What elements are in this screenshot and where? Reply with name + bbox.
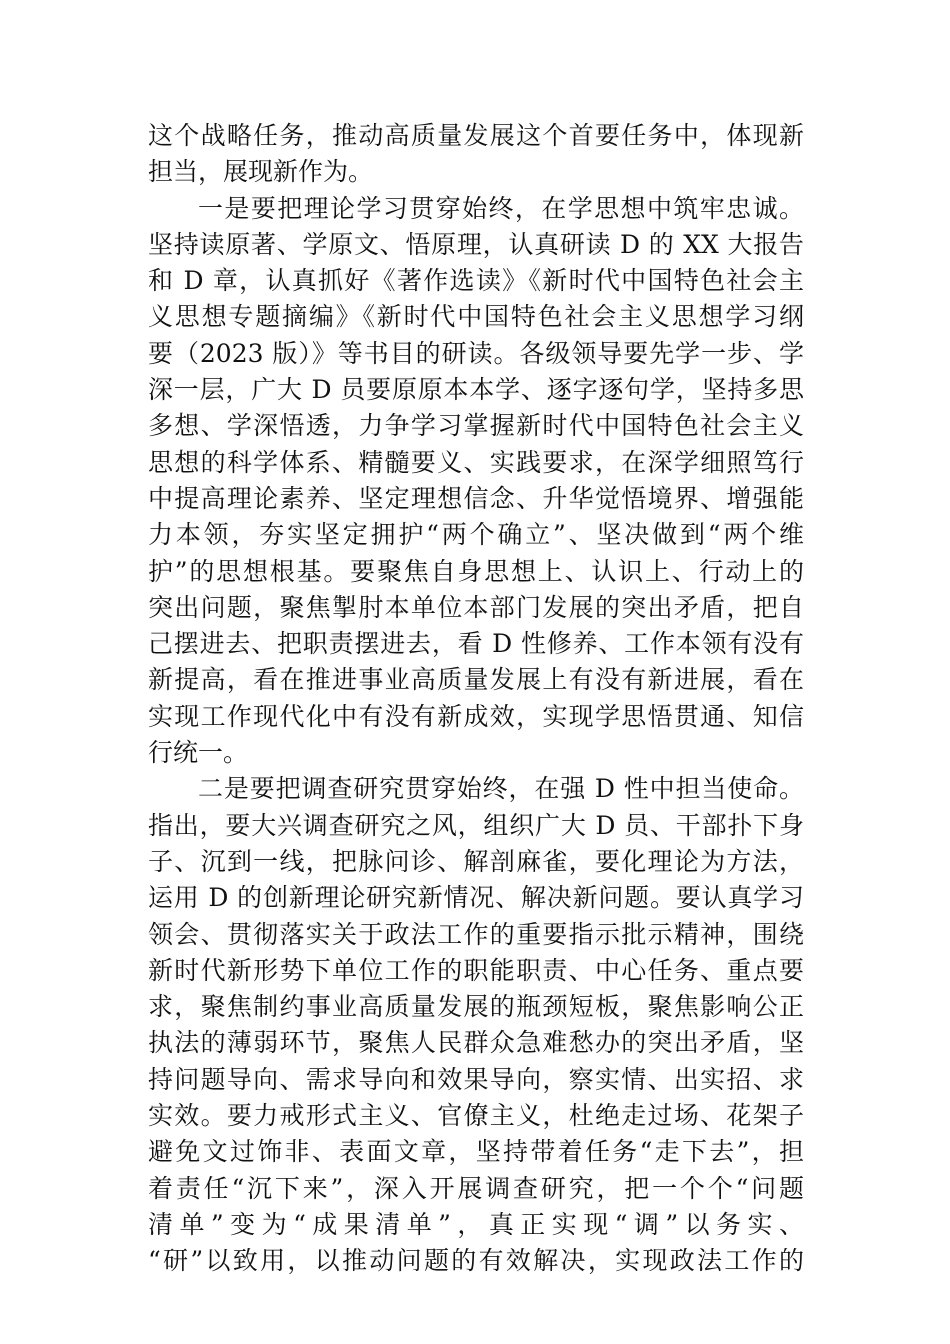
paragraph-heading-line: 一是要把理论学习贯穿始终，在学思想中筑牢忠诚。 [198,193,804,223]
text-line: 持问题导向、需求导向和效果导向，察实情、出实招、求 [148,1064,804,1094]
text-line: 担当，展现新作为。 [148,157,374,187]
text-line: 要（2023 版）》等书目的研读。各级领导要先学一步、学 [148,338,804,368]
text-line: 行统一。 [148,738,249,768]
text-line: 着责任“沉下来”，深入开展调查研究，把一个个“问题 [148,1173,804,1203]
paragraph-heading-line: 二是要把调查研究贯穿始终，在强 D 性中担当使命。 [198,774,804,804]
text-line: 深一层，广大 D 员要原原本本学、逐字逐句学，坚持多思 [148,375,804,405]
text-line: 执法的薄弱环节，聚焦人民群众急难愁办的突出矛盾，坚 [148,1028,804,1058]
text-line: 子、沉到一线，把脉问诊、解剖麻雀，要化理论为方法， [148,846,804,876]
text-line: 实效。要力戒形式主义、官僚主义，杜绝走过场、花架子 [148,1101,804,1131]
text-line: 己摆进去、把职责摆进去，看 D 性修养、工作本领有没有 [148,629,804,659]
text-line: “研”以致用，以推动问题的有效解决，实现政法工作的 [148,1246,804,1276]
text-line: 实现工作现代化中有没有新成效，实现学思悟贯通、知信 [148,701,804,731]
text-line: 力本领，夯实坚定拥护“两个确立”、坚决做到“两个维 [148,520,804,550]
text-line: 求，聚焦制约事业高质量发展的瓶颈短板，聚焦影响公正 [148,992,804,1022]
text-line: 指出，要大兴调查研究之风，组织广大 D 员、干部扑下身 [148,810,804,840]
text-line: 新提高，看在推进事业高质量发展上有没有新进展，看在 [148,665,804,695]
text-line: 清单”变为“成果清单”，真正实现“调”以务实、 [148,1209,804,1239]
text-line: 突出问题，聚焦掣肘本单位本部门发展的突出矛盾，把自 [148,592,804,622]
text-line: 中提高理论素养、坚定理想信念、升华觉悟境界、增强能 [148,483,804,513]
body-text [148,118,804,1280]
text-line: 运用 D 的创新理论研究新情况、解决新问题。要认真学习 [148,883,804,913]
text-line: 避免文过饰非、表面文章，坚持带着任务“走下去”，担 [148,1137,804,1167]
text-line: 新时代新形势下单位工作的职能职责、中心任务、重点要 [148,955,804,985]
text-line: 多想、学深悟透，力争学习掌握新时代中国特色社会主义 [148,411,804,441]
text-line: 和 D 章，认真抓好《著作选读》《新时代中国特色社会主 [148,266,804,296]
text-line: 义思想专题摘编》《新时代中国特色社会主义思想学习纲 [148,302,804,332]
text-line: 这个战略任务，推动高质量发展这个首要任务中，体现新 [148,121,804,150]
text-line: 护”的思想根基。要聚焦自身思想上、认识上、行动上的 [148,556,804,586]
text-line: 坚持读原著、学原文、悟原理，认真研读 D 的 XX 大报告 [148,229,804,259]
text-line: 领会、贯彻落实关于政法工作的重要指示批示精神，围绕 [148,919,804,949]
text-line: 思想的科学体系、精髓要义、实践要求，在深学细照笃行 [148,447,804,477]
